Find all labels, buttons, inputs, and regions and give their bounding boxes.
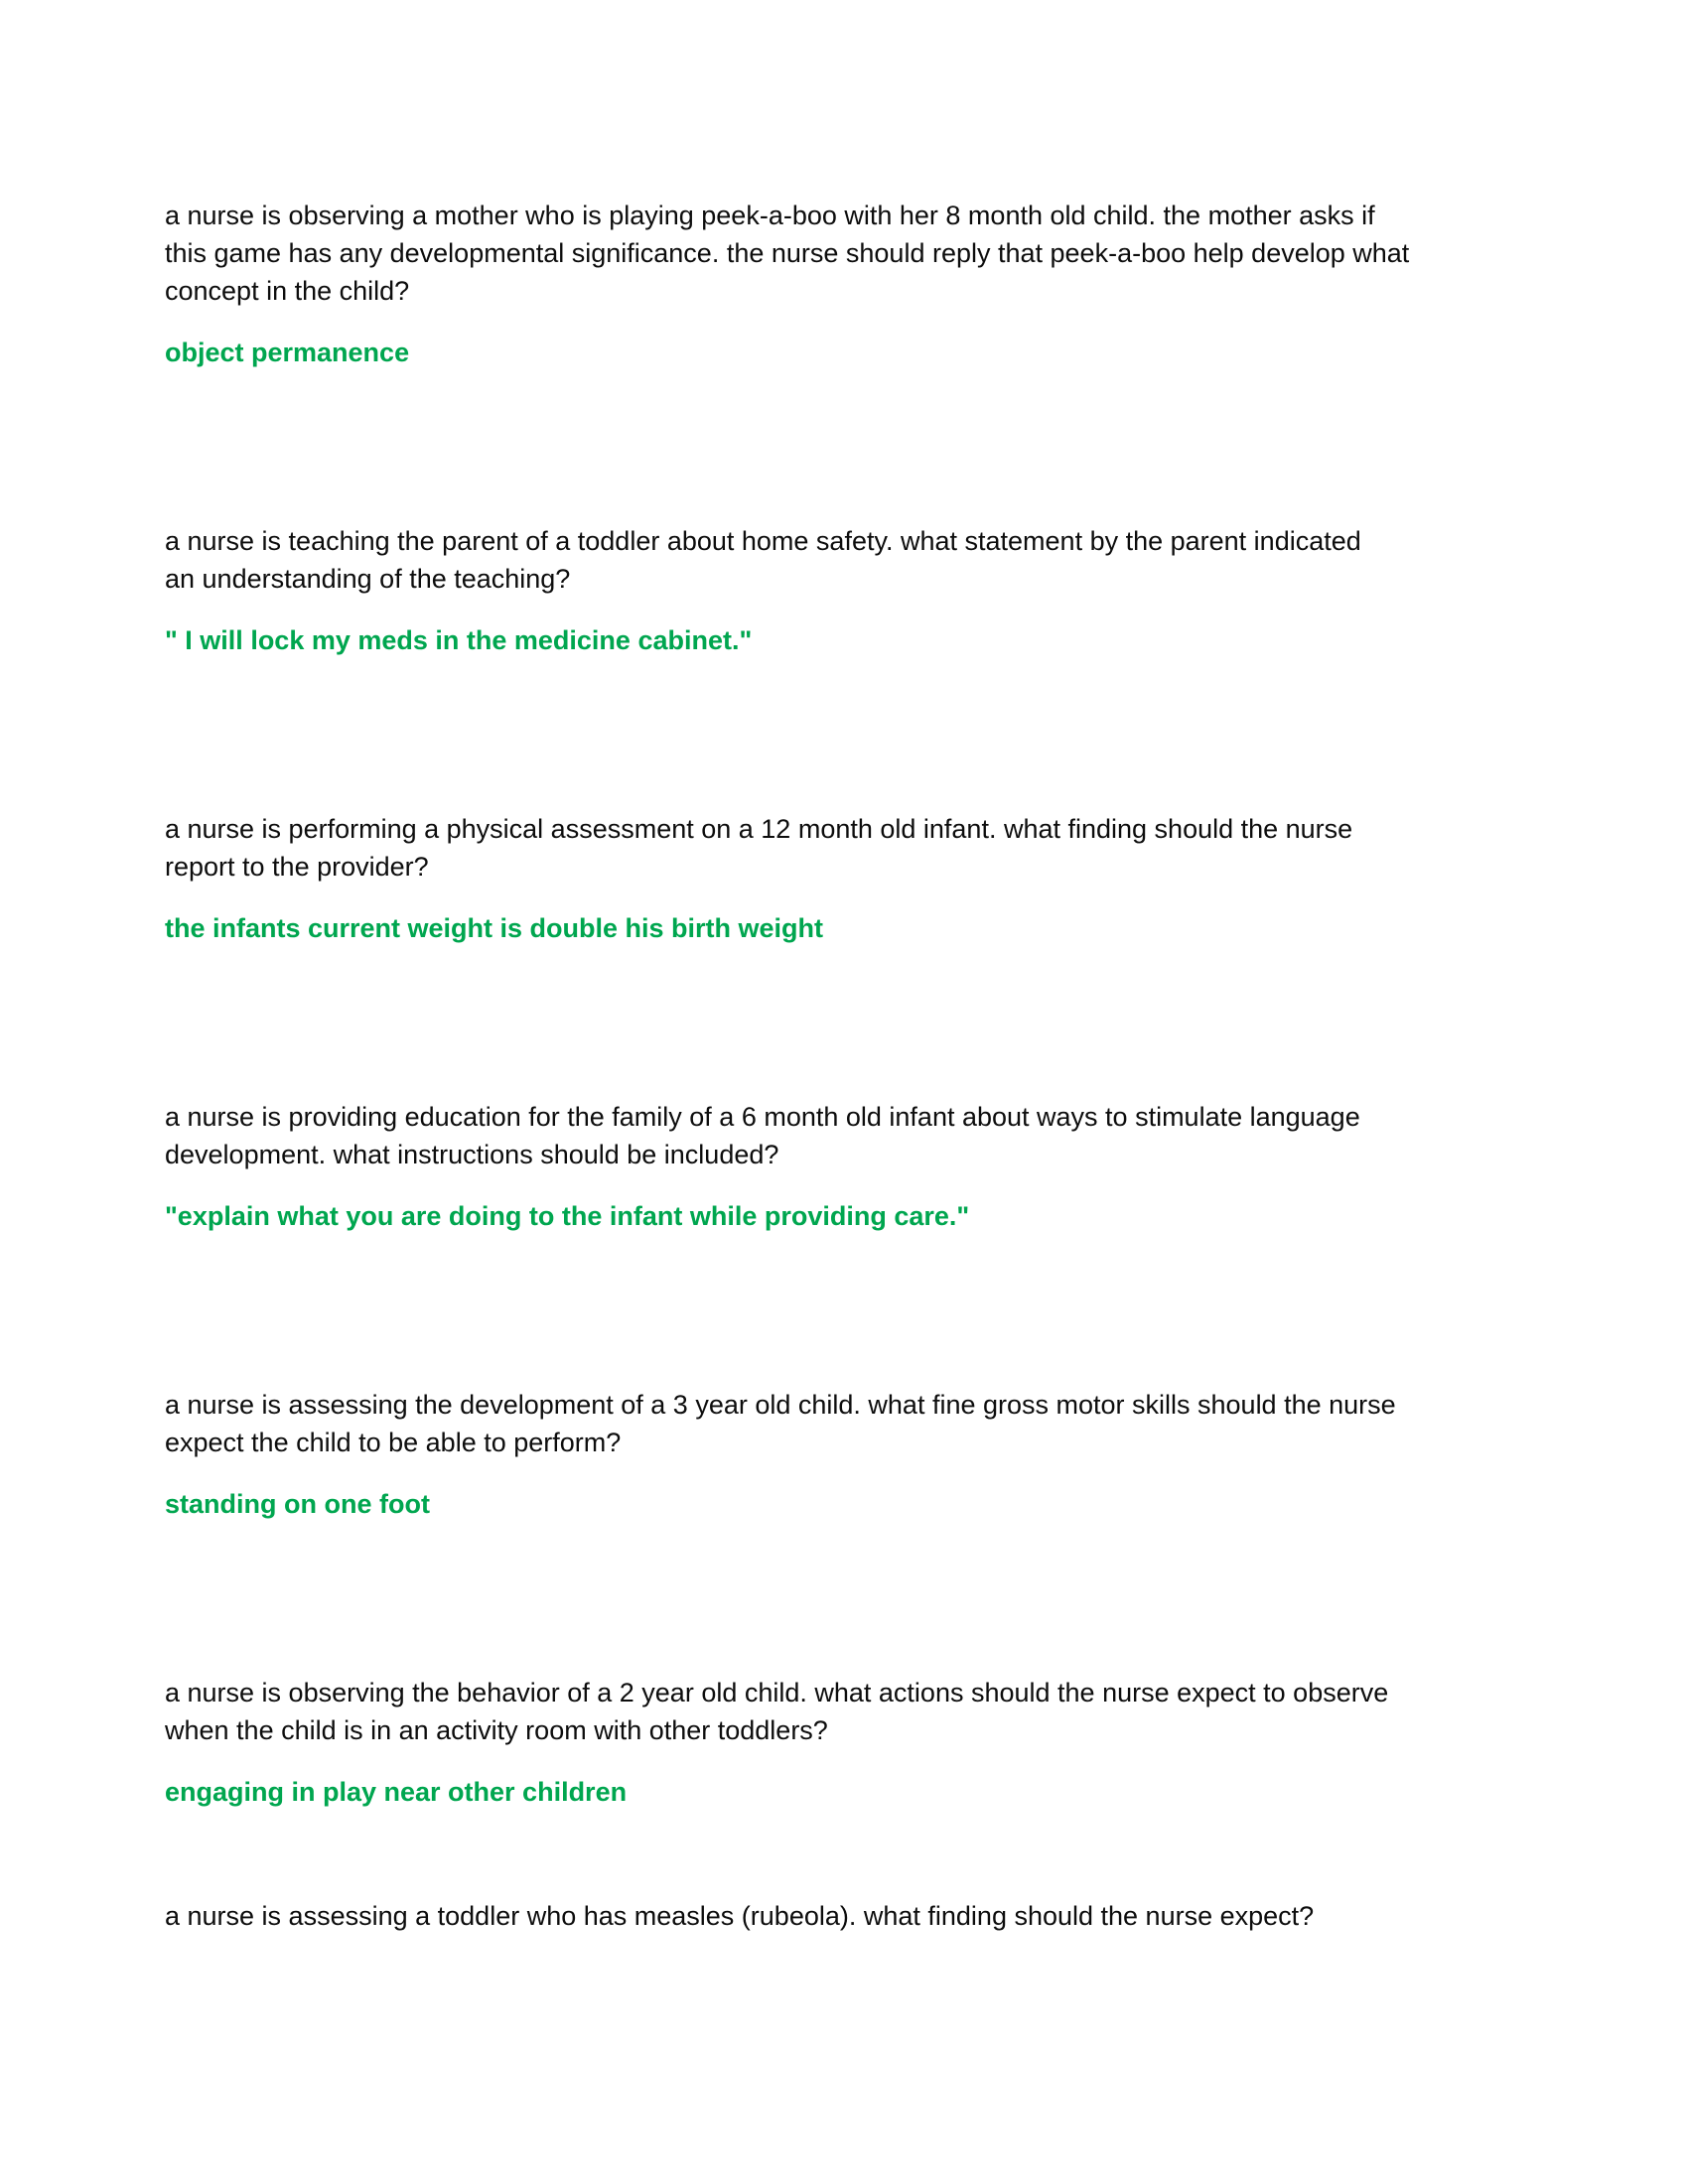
question-line: a nurse is observing a mother who is playing peek-a-boo with her 8 month old child. the mother asks if — [165, 201, 1375, 230]
question-line: an understanding of the teaching? — [165, 564, 571, 594]
qa-block — [165, 522, 1559, 659]
question-line: a nurse is providing education for the family of a 6 month old infant about ways to stimulate language — [165, 1102, 1360, 1132]
qa-block — [165, 1386, 1559, 1523]
question-line: a nurse is performing a physical assessment on a 12 month old infant. what finding should the nurse — [165, 814, 1353, 844]
question-line: report to the provider? — [165, 852, 429, 882]
question-text — [165, 810, 1559, 886]
question-text — [165, 1897, 1559, 1935]
qa-block — [165, 810, 1559, 947]
question-line: this game has any developmental significance. the nurse should reply that peek-a-boo help develop what — [165, 238, 1410, 268]
qa-block — [165, 1098, 1559, 1235]
question-text — [165, 1098, 1559, 1173]
answer-text: engaging in play near other children — [165, 1777, 628, 1807]
answer-text: "explain what you are doing to the infant while providing care." — [165, 1201, 970, 1231]
question-text — [165, 1386, 1559, 1461]
question-line: a nurse is teaching the parent of a toddler about home safety. what statement by the parent indicated — [165, 526, 1361, 556]
question-text — [165, 1674, 1559, 1749]
question-line: concept in the child? — [165, 276, 410, 306]
answer-text: standing on one foot — [165, 1489, 430, 1519]
question-line: expect the child to be able to perform? — [165, 1428, 622, 1457]
qa-block — [165, 1674, 1559, 1811]
question-line: a nurse is assessing the development of a 3 year old child. what fine gross motor skills should the nurse — [165, 1390, 1396, 1420]
answer-text: the infants current weight is double his birth weight — [165, 913, 824, 943]
qa-block — [165, 197, 1559, 371]
question-line: when the child is in an activity room with other toddlers? — [165, 1715, 828, 1745]
question-line: a nurse is observing the behavior of a 2 year old child. what actions should the nurse expect to observe — [165, 1678, 1389, 1707]
qa-block — [165, 1897, 1559, 1935]
question-line: development. what instructions should be included? — [165, 1140, 779, 1169]
question-text — [165, 522, 1559, 598]
answer-text: object permanence — [165, 338, 410, 367]
answer-text: " I will lock my meds in the medicine cabinet." — [165, 625, 753, 655]
question-text — [165, 197, 1559, 310]
question-line: a nurse is assessing a toddler who has measles (rubeola). what finding should the nurse expect? — [165, 1901, 1315, 1931]
